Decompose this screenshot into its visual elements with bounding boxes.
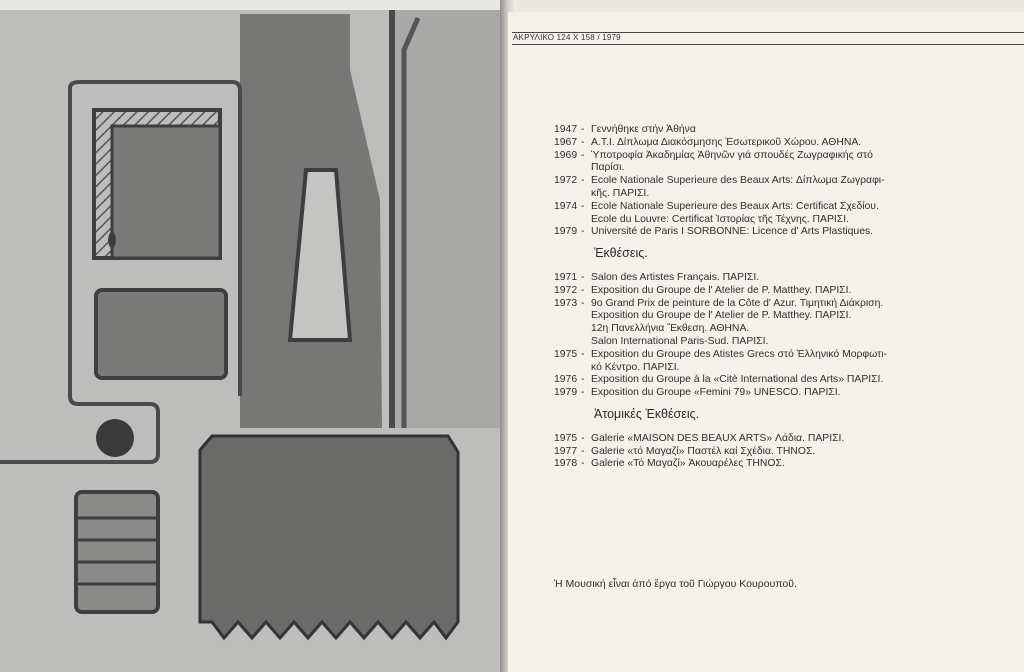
- page-content: [554, 124, 1004, 471]
- list-item-continuation: Παρίσι.: [591, 162, 625, 174]
- list-item-continuation: Exposition du Groupe de l' Atelier de P. Matthey. ΠΑΡΙΣΙ.: [591, 310, 852, 322]
- list-item: 1973 - 9o Grand Prix de peinture de la Côte d' Azur. Τιμητική Διάκριση.: [554, 297, 884, 309]
- list-item: 1971 - Salon des Artistes Français. ΠΑΡΙΣΙ.: [554, 271, 760, 283]
- list-item: 1975 - Exposition du Groupe des Atistes Grecs στό Ἑλληνικό Μορφωτι-: [554, 348, 888, 360]
- text-page: [508, 12, 1024, 672]
- abstract-painting-image: [0, 10, 506, 672]
- list-item: 1974 - Ecole Nationale Superieure des Beaux Arts: Certificat Σχεδίου.: [554, 200, 879, 212]
- list-item-continuation: Ecole du Louvre: Certificat Ἱστορίας τῆς Τέχνης. ΠΑΡΙΣΙ.: [591, 213, 850, 225]
- exhibitions-list: [554, 272, 1004, 400]
- solo-exhibitions-list: [554, 433, 1004, 471]
- list-item-continuation: 12η Πανελλήνια Ἔκθεση. ΑΘΗΝΑ.: [591, 323, 750, 335]
- list-item-continuation: κῆς. ΠΑΡΙΣΙ.: [591, 187, 650, 199]
- list-item: 1976 - Exposition du Groupe à la «Citè International des Arts» ΠΑΡΙΣΙ.: [554, 374, 884, 386]
- list-item: 1979 - Exposition du Groupe «Femini 79» UNESCO. ΠΑΡΙΣΙ.: [554, 387, 841, 399]
- list-item: 1977 - Galerie «τό Μαγαζί» Παστέλ καί Σχέδια. ΤΗΝΟΣ.: [554, 445, 816, 457]
- music-credit: Ἡ Μουσική εἶναι ἀπό ἔργα τοῦ Γιώργου Κουρουποῦ.: [554, 578, 797, 590]
- biography-list: [554, 124, 1004, 239]
- list-item: 1975 - Galerie «MAISON DES BEAUX ARTS» Λάδια. ΠΑΡΙΣΙ.: [554, 432, 845, 444]
- list-item: 1972 - Ecole Nationale Superieure des Beaux Arts: Δίπλωμα Ζωγραφι-: [554, 175, 885, 187]
- list-item: 1969 - Ὑποτροφία Ἀκαδημίας Ἀθηνῶν γιά σπουδές Ζωγραφικής στό: [554, 149, 873, 161]
- list-item-continuation: Salon International Paris-Sud. ΠΑΡΙΣΙ.: [591, 335, 769, 347]
- solo-exhibitions-heading: Ἀτομικές Ἐκθέσεις.: [594, 406, 700, 421]
- painting-reproduction: [0, 10, 506, 672]
- list-item: 1978 - Galerie «Τό Μαγαζί» Ἀκουαρέλες ΤΗΝΟΣ.: [554, 458, 785, 470]
- list-item: 1947 - Γεννήθηκε στήν Ἀθήνα: [554, 124, 696, 135]
- exhibitions-heading: Ἐκθέσεις.: [594, 246, 648, 261]
- list-item: 1972 - Exposition du Groupe de l' Atelier de P. Matthey. ΠΑΡΙΣΙ.: [554, 284, 852, 296]
- page-header: ΑΚΡΥΛΙΚΟ 124 Χ 158 / 1979: [513, 33, 621, 42]
- header-rule-bottom: [512, 44, 1024, 45]
- list-item: 1967 - Α.Τ.Ι. Δίπλωμα Διακόσμησης Ἐσωτερικοῦ Χώρου. ΑΘΗΝΑ.: [554, 136, 862, 148]
- list-item: 1979 - Université de Paris I SORBONNE: Licence d' Arts Plastiques.: [554, 226, 874, 238]
- list-item-continuation: κό Κέντρο. ΠΑΡΙΣΙ.: [591, 361, 680, 373]
